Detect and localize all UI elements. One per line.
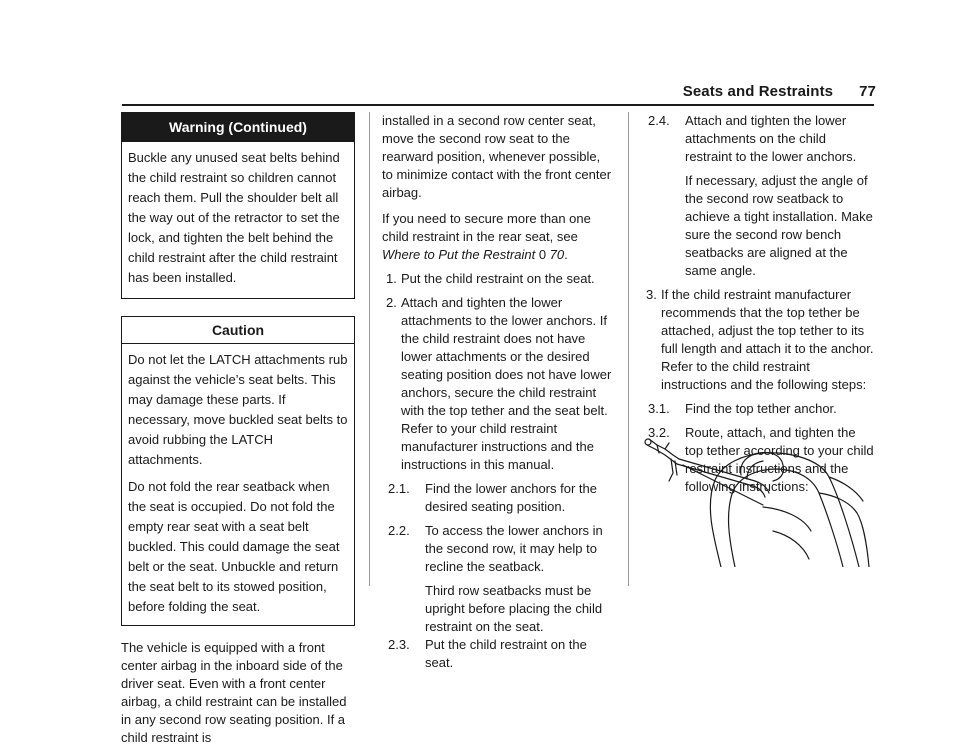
column-divider-2 [628, 112, 629, 586]
col2-intro: installed in a second row center seat, move the second row seat to the rearward position, whenever possible, to minimize contact with the front center airbag. [382, 113, 612, 200]
substep-2-4-note: If necessary, adjust the angle of the second row seatback to achieve a tight installation. Make sure the second row bench seatbacks are aligned at the same angle. [685, 173, 873, 278]
substep-number: 2.1. [388, 481, 410, 496]
step-number: 1. [386, 271, 397, 286]
caution-paragraph-1: Do not let the LATCH attachments rub against the vehicle’s seat belts. This may damage these parts. If necessary, move buckled seat belts to avoid rubbing the LATCH attachments. [128, 352, 348, 467]
substep-2-3 [382, 636, 612, 672]
step-2 [382, 294, 612, 474]
top-tether-seat-illustration [643, 435, 871, 567]
substep-2-2 [382, 522, 612, 576]
substep-3-1 [642, 400, 874, 418]
substep-text: Find the top tether anchor. [685, 401, 837, 416]
caution-box [121, 316, 355, 626]
warning-box [121, 112, 355, 299]
substep-2-2-note: Third row seatbacks must be upright before placing the child restraint on the seat. [425, 583, 603, 634]
step-number: 2. [386, 295, 397, 310]
step-1 [382, 270, 612, 288]
substep-text: Find the lower anchors for the desired seating position. [425, 481, 597, 514]
substep-text: Route, attach, and tighten the top tether according to your child restraint instructions and the following instructions: [685, 425, 874, 494]
header-rule [122, 104, 874, 106]
step-text: Attach and tighten the lower attachments to the lower anchors. If the child restraint does not have lower attachments or the desired seating position does not have lower anchors, secure the child restraint with the top tether and the seat belt. Refer to your child restraint manufacturer instructions and the instructions in this manual. [401, 295, 612, 472]
column-2 [382, 112, 612, 672]
column-1 [121, 112, 355, 747]
page-number: 77 [859, 83, 876, 100]
substep-text: Put the child restraint on the seat. [425, 637, 587, 670]
caution-title: Caution [122, 317, 354, 344]
page-ref-arrow-icon: 0 [538, 247, 547, 262]
column-divider-1 [369, 112, 370, 586]
secure-paragraph: If you need to secure more than one child restraint in the rear seat, see Where to Put the Restraint 0 70. [382, 211, 591, 262]
warning-title: Warning (Continued) [122, 113, 354, 142]
step-text: If the child restraint manufacturer recommends that the top tether be attached, adjust the top tether to its full length and attach it to the anchor. Refer to the child restraint instructions and the following steps: [661, 287, 874, 392]
step-3 [642, 286, 874, 394]
section-title: Seats and Restraints [682, 83, 834, 100]
substep-2-1 [382, 480, 612, 516]
substep-number: 2.2. [388, 523, 410, 538]
page-header [683, 83, 876, 100]
step-number: 3. [646, 287, 657, 302]
substep-2-4 [642, 112, 874, 166]
substep-number: 3.1. [648, 401, 670, 416]
substep-number: 2.3. [388, 637, 410, 652]
page-ref-number[interactable]: 70 [549, 247, 565, 262]
substep-number: 2.4. [648, 113, 670, 128]
where-to-put-restraint-link[interactable]: Where to Put the Restraint [382, 247, 536, 262]
airbag-paragraph: The vehicle is equipped with a front center airbag in the inboard side of the driver seat. Even with a front center airbag, a child restraint can be installed in any second row seating position. If a child restraint is [121, 640, 347, 745]
step-text: Put the child restraint on the seat. [401, 271, 595, 286]
warning-text: Buckle any unused seat belts behind the child restraint so children cannot reach them. Pull the shoulder belt all the way out of the retractor to set the lock, and tighten the belt behind the child restraint after the child restraint has been installed. [128, 150, 340, 285]
caution-paragraph-2: Do not fold the rear seatback when the seat is occupied. Do not fold the empty rear seat with a seat belt buckled. This could damage the seat belt or the seat. Unbuckle and return the seat belt to its stowed position, before folding the seat. [128, 479, 340, 614]
substep-number: 3.2. [648, 425, 670, 440]
secure-text: If you need to secure more than one child restraint in the rear seat, see [382, 211, 591, 244]
substep-text: To access the lower anchors in the second row, it may help to recline the seatback. [425, 523, 603, 574]
substep-text: Attach and tighten the lower attachments on the child restraint to the lower anchors. [685, 113, 857, 164]
